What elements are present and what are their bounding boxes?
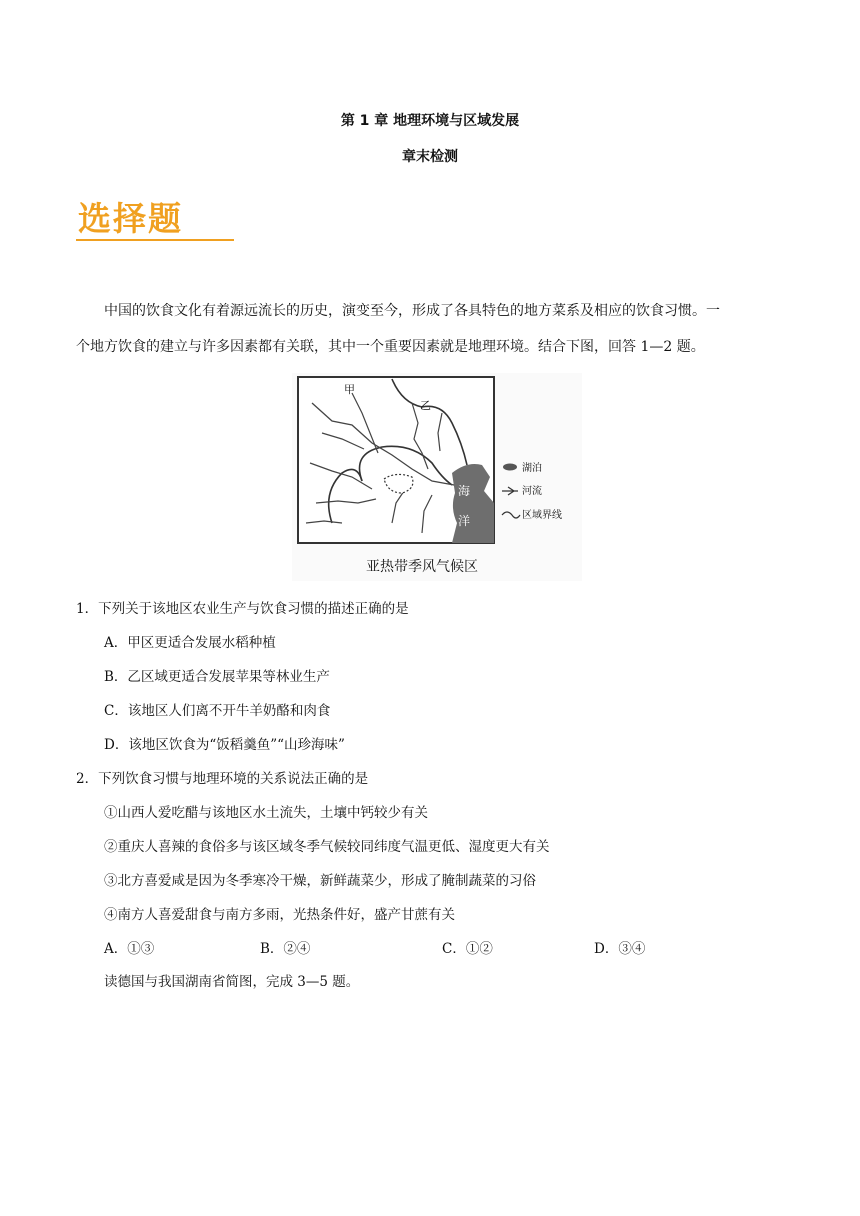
legend-lake: 湖泊 xyxy=(522,463,542,474)
region-map xyxy=(292,373,582,581)
question-2-stem: 2．下列饮食习惯与地理环境的关系说法正确的是 xyxy=(76,771,369,787)
page-title: 第 1 章 地理环境与区域发展 xyxy=(340,113,520,129)
q1-option-a[interactable]: A．甲区更适合发展水稻种植 xyxy=(104,635,276,651)
map-svg xyxy=(292,373,582,581)
ocean-area xyxy=(452,464,494,543)
map-label-ocean-2: 洋 xyxy=(458,514,471,528)
section-banner: 选择题 xyxy=(78,199,183,238)
lake-legend-icon xyxy=(503,464,517,471)
q2-statement-2: ②重庆人喜辣的食俗多与该区域冬季气候较同纬度气温更低、湿度更大有关 xyxy=(104,839,550,855)
q2-statement-3: ③北方喜爱咸是因为冬季寒冷干燥，新鲜蔬菜少，形成了腌制蔬菜的习俗 xyxy=(104,873,536,889)
page-subtitle: 章末检测 xyxy=(402,149,458,165)
q2-statement-1: ①山西人爱吃醋与该地区水土流失，土壤中钙较少有关 xyxy=(104,805,428,821)
intro-line-1: 中国的饮食文化有着源远流长的历史，演变至今，形成了各具特色的地方菜系及相应的饮食习惯。一 xyxy=(104,303,720,319)
q1-option-b[interactable]: B．乙区域更适合发展苹果等林业生产 xyxy=(104,669,330,685)
question-1-stem: 1．下列关于该地区农业生产与饮食习惯的描述正确的是 xyxy=(76,601,409,617)
map-label-ocean-1: 海 xyxy=(458,484,471,498)
q2-option-c[interactable]: C．①② xyxy=(442,941,493,957)
q2-statement-4: ④南方人喜爱甜食与南方多雨，光热条件好，盛产甘蔗有关 xyxy=(104,907,455,923)
q1-option-c[interactable]: C．该地区人们离不开牛羊奶酪和肉食 xyxy=(104,703,331,719)
q2-option-a[interactable]: A．①③ xyxy=(104,941,155,957)
legend-border: 区域界线 xyxy=(522,510,562,521)
map-label-jia: 甲 xyxy=(344,383,355,396)
map-caption: 亚热带季风气候区 xyxy=(366,559,478,575)
q2-option-d[interactable]: D．③④ xyxy=(594,941,646,957)
q2-option-b[interactable]: B．②④ xyxy=(260,941,311,957)
legend-river: 河流 xyxy=(522,486,542,497)
q1-option-d[interactable]: D．该地区饮食为“饭稻羹鱼”“山珍海味” xyxy=(104,737,345,753)
next-questions-intro: 读德国与我国湖南省简图，完成 3—5 题。 xyxy=(104,974,360,990)
banner-underline xyxy=(76,239,234,241)
intro-line-2: 个地方饮食的建立与许多因素都有关联，其中一个重要因素就是地理环境。结合下图，回答 1—2 题。 xyxy=(76,339,705,355)
map-label-yi: 乙 xyxy=(420,399,431,412)
